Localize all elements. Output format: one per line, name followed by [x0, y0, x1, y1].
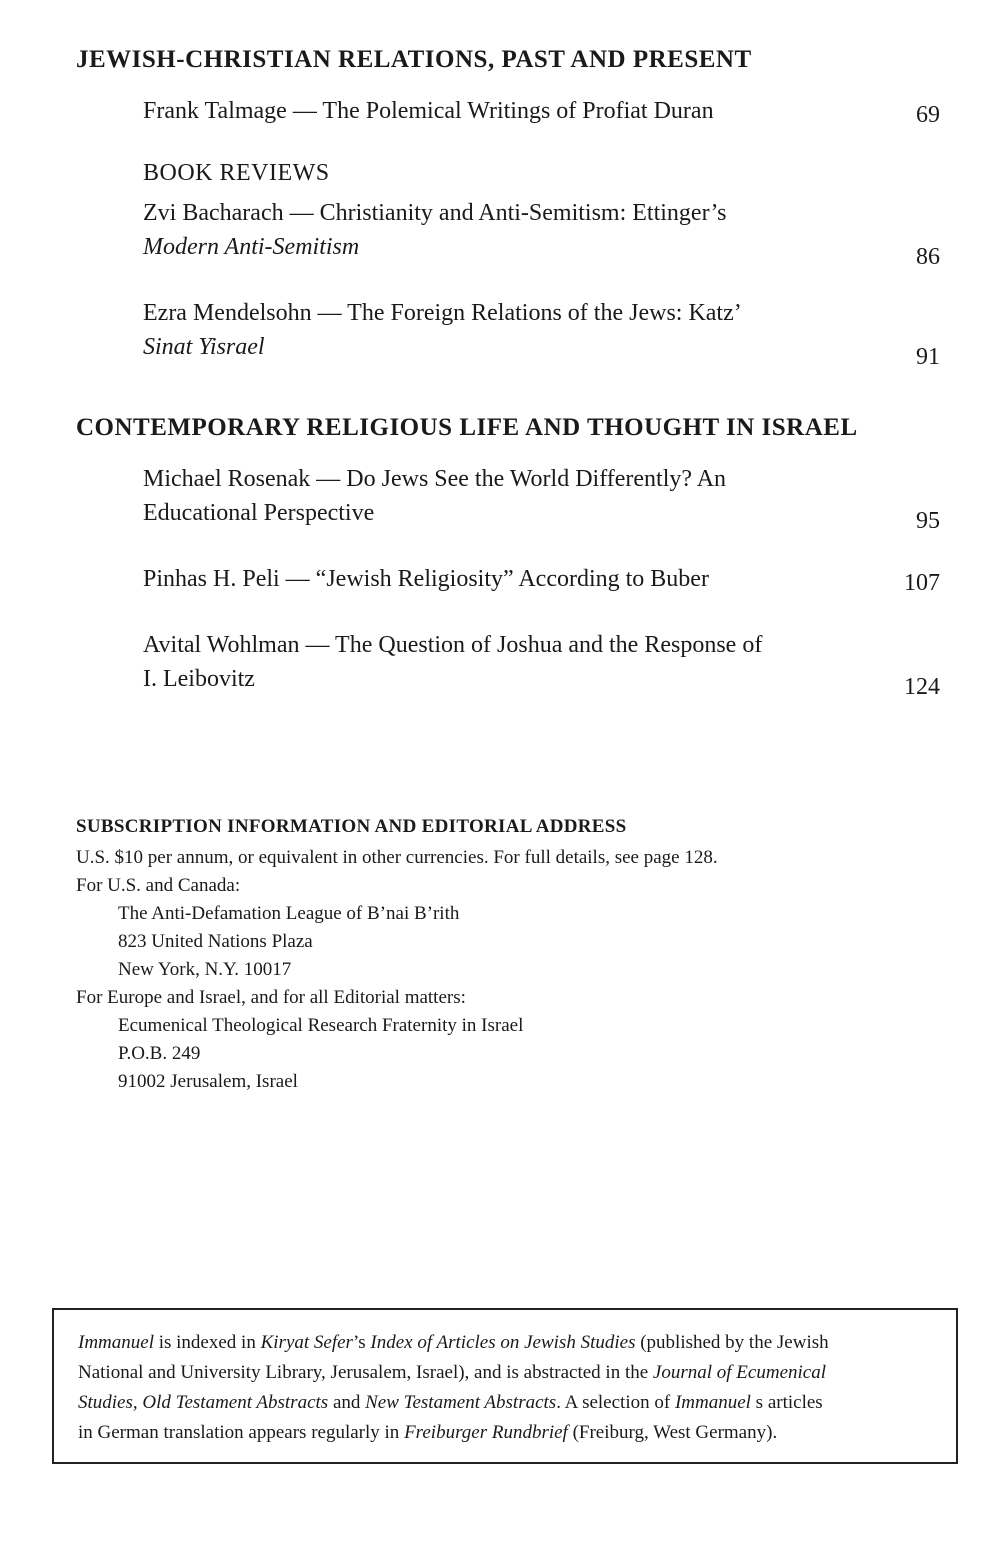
entry-title: Pinhas H. Peli — “Jewish Religiosity” According to Buber	[143, 566, 709, 592]
notice-text: in German translation appears regularly in	[78, 1422, 405, 1443]
entry-title-cont: I. Leibovitz	[143, 666, 255, 692]
subscription-heading: SUBSCRIPTION INFORMATION AND EDITORIAL ADDRESS	[76, 816, 627, 837]
entry-title-cont: Educational Perspective	[143, 500, 375, 526]
notice-text: National and University Library, Jerusalem, Israel), and is abstracted in the	[78, 1362, 653, 1383]
address-line: P.O.B. 249	[118, 1043, 201, 1064]
indexing-notice-box	[52, 1308, 958, 1464]
notice-text: Studies, Old Testament Abstracts	[78, 1392, 329, 1413]
us-canada-label: For U.S. and Canada:	[76, 875, 241, 896]
entry-title: Zvi Bacharach — Christianity and Anti-Semitism: Ettinger’s	[143, 200, 727, 226]
notice-text: Index of Articles on Jewish Studies	[370, 1332, 636, 1353]
toc-entry-mendelsohn[interactable]	[143, 296, 940, 370]
toc-entry-bacharach[interactable]	[143, 196, 940, 270]
notice-text: ’s	[352, 1332, 371, 1353]
entry-title: Ezra Mendelsohn — The Foreign Relations of the Jews: Katz’	[143, 300, 742, 326]
address-line: Ecumenical Theological Research Fraternity in Israel	[118, 1015, 524, 1036]
notice-text: s articles	[750, 1392, 823, 1413]
notice-text: and	[328, 1392, 366, 1413]
page-number: 69	[916, 102, 940, 128]
page-number: 107	[904, 570, 940, 596]
notice-text: . A selection of	[556, 1392, 675, 1413]
address-line: 91002 Jerusalem, Israel	[118, 1071, 298, 1092]
notice-text: Freiburger Rundbrief	[404, 1422, 568, 1443]
notice-text: Immanuel	[78, 1332, 154, 1353]
address-line: 823 United Nations Plaza	[118, 931, 313, 952]
notice-text: Kiryat Sefer	[260, 1332, 353, 1353]
notice-text: Immanuel	[674, 1392, 751, 1413]
indexing-notice-text	[78, 1328, 940, 1448]
entry-title: Frank Talmage — The Polemical Writings of Profiat Duran	[143, 98, 714, 124]
entry-title: Avital Wohlman — The Question of Joshua and the Response of	[143, 632, 763, 658]
section-heading-contemporary: CONTEMPORARY RELIGIOUS LIFE AND THOUGHT IN ISRAEL	[76, 414, 858, 441]
page-number: 124	[904, 674, 940, 700]
toc-entry-talmage[interactable]	[143, 94, 940, 128]
section-heading-jewish-christian: JEWISH-CHRISTIAN RELATIONS, PAST AND PRESENT	[76, 46, 752, 73]
page-number: 95	[916, 508, 940, 534]
page-number: 86	[916, 244, 940, 270]
page-number: 91	[916, 344, 940, 370]
price-line: U.S. $10 per annum, or equivalent in other currencies. For full details, see page 128.	[76, 847, 718, 868]
toc-entry-peli[interactable]	[143, 562, 940, 596]
europe-label: For Europe and Israel, and for all Editorial matters:	[76, 987, 466, 1008]
notice-text: (Freiburg, West Germany).	[567, 1422, 778, 1443]
toc-entry-rosenak[interactable]	[143, 462, 940, 534]
notice-text: New Testament Abstracts	[365, 1392, 557, 1413]
book-reviews-label: BOOK REVIEWS	[143, 160, 330, 186]
toc-entry-wohlman[interactable]	[143, 628, 940, 700]
notice-text: (published by the Jewish	[635, 1332, 829, 1353]
entry-book-title: Sinat Yisrael	[143, 334, 265, 360]
address-line: New York, N.Y. 10017	[118, 959, 292, 980]
entry-book-title: Modern Anti-Semitism	[143, 234, 360, 260]
subscription-block	[76, 844, 896, 1096]
address-line: The Anti-Defamation League of B’nai B’rith	[118, 903, 460, 924]
notice-text: is indexed in	[153, 1332, 261, 1353]
notice-text: Journal of Ecumenical	[652, 1362, 826, 1383]
entry-title: Michael Rosenak — Do Jews See the World Differently? An	[143, 466, 727, 492]
